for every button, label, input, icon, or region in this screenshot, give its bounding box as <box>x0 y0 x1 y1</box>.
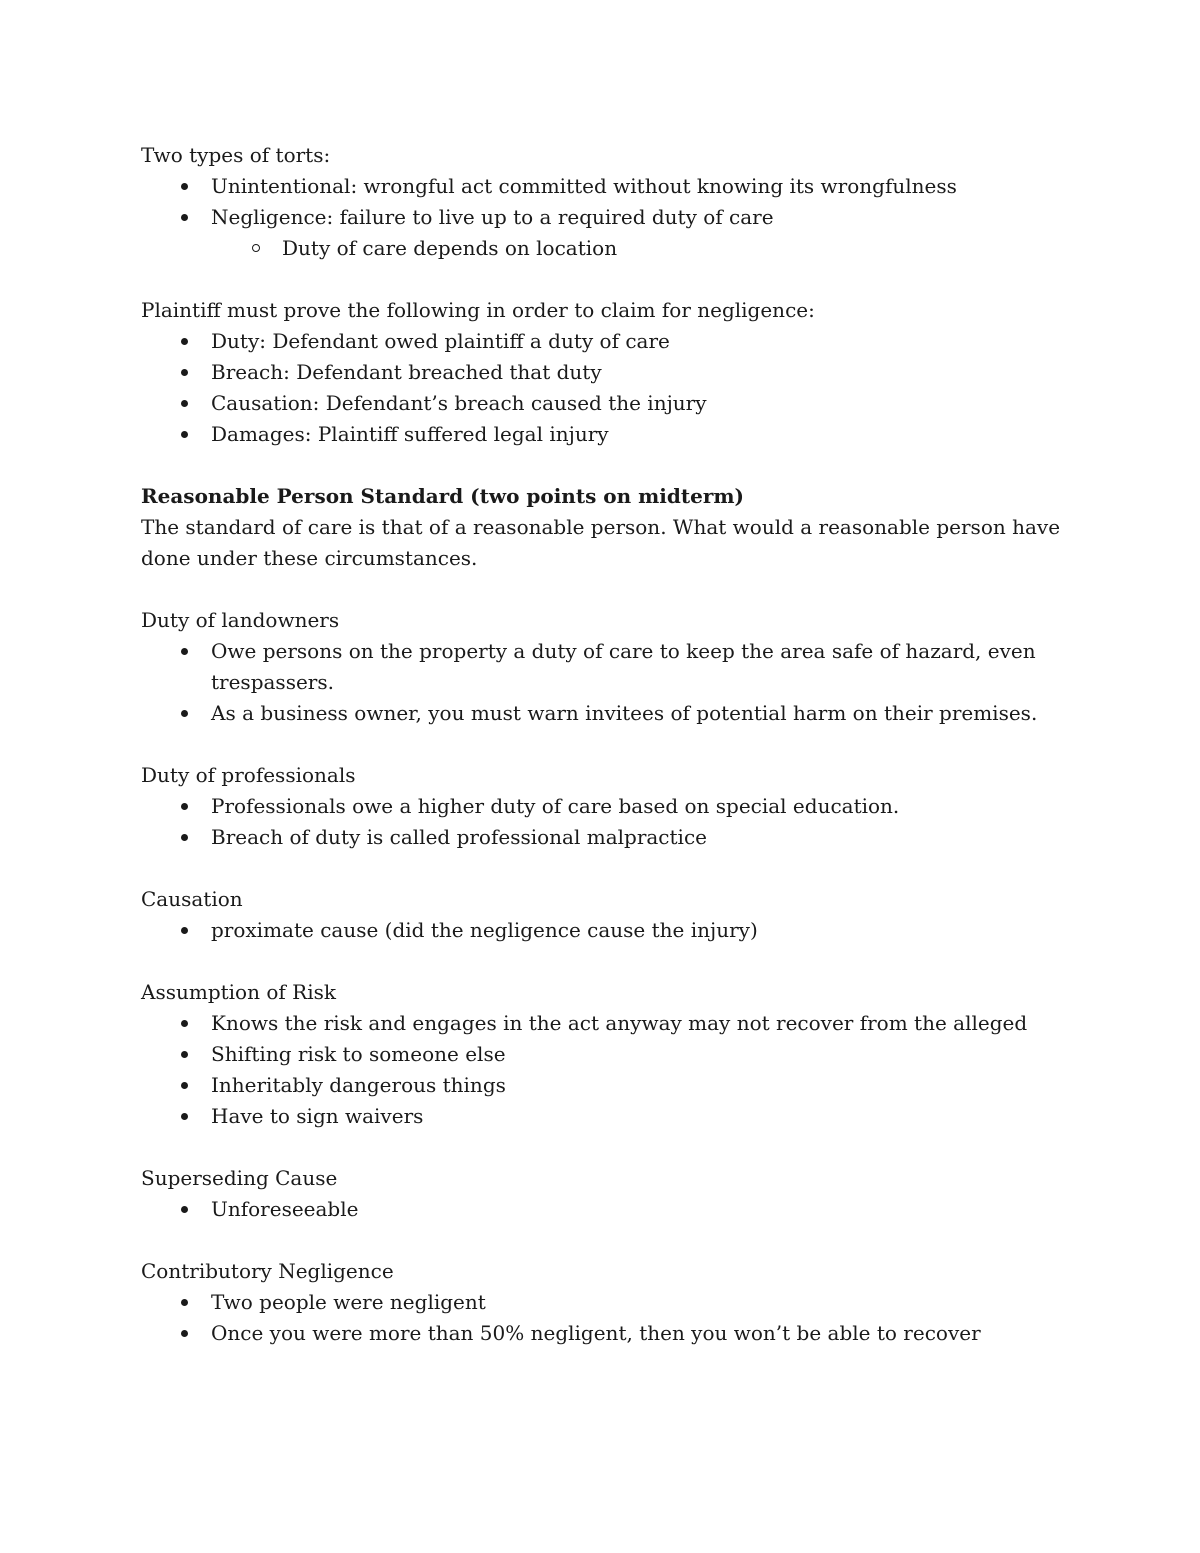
list-item: Causation: Defendant’s breach caused the injury <box>141 388 1061 419</box>
list-item: Once you were more than 50% negligent, then you won’t be able to recover <box>141 1318 1061 1349</box>
landowners-list <box>141 636 1061 729</box>
sub-list-item: Duty of care depends on location <box>141 233 1061 264</box>
section-heading-prove: Plaintiff must prove the following in order to claim for negligence: <box>141 298 815 322</box>
list-item: Unforeseeable <box>141 1194 1061 1225</box>
spacer <box>141 574 1061 605</box>
risk-list <box>141 1008 1061 1132</box>
reasonable-body: The standard of care is that of a reasonable person. What would a reasonable person have done under these circumstances. <box>141 515 1061 570</box>
list-item: Have to sign waivers <box>141 1101 1061 1132</box>
section-heading-reasonable: Reasonable Person Standard (two points on midterm) <box>141 484 745 508</box>
section-heading-causation: Causation <box>141 887 243 911</box>
list-item: Breach of duty is called professional malpractice <box>141 822 1061 853</box>
spacer <box>141 264 1061 295</box>
list-item: Unintentional: wrongful act committed without knowing its wrongfulness <box>141 171 1061 202</box>
torts-list <box>141 171 1061 233</box>
superseding-list <box>141 1194 1061 1225</box>
section-heading-torts: Two types of torts: <box>141 143 331 167</box>
section-heading-superseding: Superseding Cause <box>141 1166 338 1190</box>
list-item: Breach: Defendant breached that duty <box>141 357 1061 388</box>
list-item: Owe persons on the property a duty of care to keep the area safe of hazard, even trespassers. <box>141 636 1061 698</box>
spacer <box>141 946 1061 977</box>
spacer <box>141 1225 1061 1256</box>
section-heading-professionals: Duty of professionals <box>141 763 356 787</box>
professionals-list <box>141 791 1061 853</box>
torts-sublist <box>141 233 1061 264</box>
list-item: Knows the risk and engages in the act anyway may not recover from the alleged <box>141 1008 1061 1039</box>
list-item: Professionals owe a higher duty of care based on special education. <box>141 791 1061 822</box>
list-item: Shifting risk to someone else <box>141 1039 1061 1070</box>
list-item: Damages: Plaintiff suffered legal injury <box>141 419 1061 450</box>
list-item: Duty: Defendant owed plaintiff a duty of care <box>141 326 1061 357</box>
spacer <box>141 450 1061 481</box>
spacer <box>141 853 1061 884</box>
prove-list <box>141 326 1061 450</box>
document-page <box>141 140 1061 1349</box>
spacer <box>141 729 1061 760</box>
list-item: proximate cause (did the negligence cause the injury) <box>141 915 1061 946</box>
list-item: Negligence: failure to live up to a required duty of care <box>141 202 1061 233</box>
section-heading-landowners: Duty of landowners <box>141 608 340 632</box>
contributory-list <box>141 1287 1061 1349</box>
section-heading-risk: Assumption of Risk <box>141 980 336 1004</box>
list-item: As a business owner, you must warn invitees of potential harm on their premises. <box>141 698 1061 729</box>
list-item: Two people were negligent <box>141 1287 1061 1318</box>
section-heading-contributory: Contributory Negligence <box>141 1259 394 1283</box>
spacer <box>141 1132 1061 1163</box>
causation-list <box>141 915 1061 946</box>
list-item: Inheritably dangerous things <box>141 1070 1061 1101</box>
